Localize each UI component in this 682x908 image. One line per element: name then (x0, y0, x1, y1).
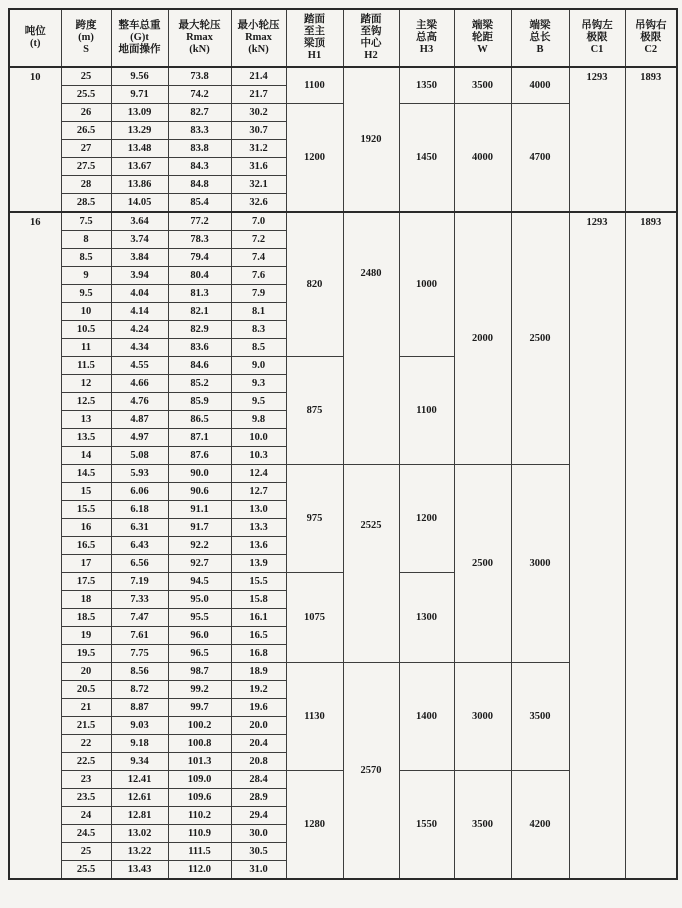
weight-cell: 13.48 (111, 140, 168, 158)
column-header-h3 (399, 9, 454, 67)
tonnage-cell: 10 (9, 67, 61, 212)
rmax-cell: 85.9 (168, 393, 231, 411)
weight-cell: 13.09 (111, 104, 168, 122)
rmax-cell: 83.8 (168, 140, 231, 158)
header-line: 中心 (360, 38, 382, 49)
weight-cell: 8.56 (111, 663, 168, 681)
c1-cell: 1293 (569, 212, 625, 879)
span-cell: 15 (61, 483, 111, 501)
header-line: H3 (419, 44, 434, 55)
span-cell: 21.5 (61, 717, 111, 735)
rmax-cell: 74.2 (168, 86, 231, 104)
header-line: 最小轮压 (237, 20, 280, 31)
header-line: 轮距 (472, 32, 493, 43)
span-cell: 9.5 (61, 285, 111, 303)
span-cell: 25 (61, 67, 111, 86)
span-cell: 19.5 (61, 645, 111, 663)
rmax-cell: 83.6 (168, 339, 231, 357)
span-cell: 25.5 (61, 861, 111, 880)
column-header-tonnage (9, 9, 61, 67)
span-cell: 14 (61, 447, 111, 465)
rmax-cell: 92.7 (168, 555, 231, 573)
span-cell: 8.5 (61, 249, 111, 267)
span-cell: 13.5 (61, 429, 111, 447)
rmin-cell: 12.7 (231, 483, 286, 501)
weight-cell: 12.81 (111, 807, 168, 825)
h2-cell: 2570 (343, 663, 399, 880)
h3-cell: 1400 (399, 663, 454, 771)
h1-cell: 1100 (286, 67, 343, 104)
rmin-cell: 7.2 (231, 231, 286, 249)
span-cell: 23 (61, 771, 111, 789)
weight-cell: 9.71 (111, 86, 168, 104)
h1-cell: 975 (286, 465, 343, 573)
rmin-cell: 31.6 (231, 158, 286, 176)
weight-cell: 9.03 (111, 717, 168, 735)
rmax-cell: 87.6 (168, 447, 231, 465)
spec-table-header (9, 9, 677, 67)
rmin-cell: 16.5 (231, 627, 286, 645)
h1-cell: 1075 (286, 573, 343, 663)
rmin-cell: 19.2 (231, 681, 286, 699)
rmin-cell: 7.4 (231, 249, 286, 267)
h3-cell: 1000 (399, 212, 454, 357)
weight-cell: 7.33 (111, 591, 168, 609)
weight-cell: 3.84 (111, 249, 168, 267)
h3-cell: 1100 (399, 357, 454, 465)
rmax-cell: 90.0 (168, 465, 231, 483)
h3-cell: 1200 (399, 465, 454, 573)
span-cell: 25.5 (61, 86, 111, 104)
rmin-cell: 29.4 (231, 807, 286, 825)
weight-cell: 12.61 (111, 789, 168, 807)
span-cell: 16.5 (61, 537, 111, 555)
column-header-weight (111, 9, 168, 67)
h2-cell: 1920 (343, 67, 399, 212)
b-cell: 3500 (511, 663, 569, 771)
weight-cell: 3.94 (111, 267, 168, 285)
rmax-cell: 110.2 (168, 807, 231, 825)
span-cell: 11 (61, 339, 111, 357)
weight-cell: 9.18 (111, 735, 168, 753)
rmin-cell: 16.8 (231, 645, 286, 663)
rmin-cell: 10.0 (231, 429, 286, 447)
rmin-cell: 28.9 (231, 789, 286, 807)
header-line: 地面操作 (118, 44, 161, 55)
rmin-cell: 15.8 (231, 591, 286, 609)
weight-cell: 13.29 (111, 122, 168, 140)
rmin-cell: 28.4 (231, 771, 286, 789)
rmax-cell: 73.8 (168, 67, 231, 86)
header-line: (G)t (130, 32, 149, 43)
weight-cell: 4.66 (111, 375, 168, 393)
rmax-cell: 87.1 (168, 429, 231, 447)
w-cell: 3000 (454, 663, 511, 771)
b-cell: 3000 (511, 465, 569, 663)
weight-cell: 14.05 (111, 194, 168, 213)
weight-cell: 6.56 (111, 555, 168, 573)
rmax-cell: 82.9 (168, 321, 231, 339)
header-line: 极限 (640, 32, 662, 43)
weight-cell: 3.64 (111, 212, 168, 231)
weight-cell: 8.87 (111, 699, 168, 717)
rmin-cell: 9.5 (231, 393, 286, 411)
rmax-cell: 95.0 (168, 591, 231, 609)
rmax-cell: 85.4 (168, 194, 231, 213)
header-line: C1 (590, 44, 604, 55)
header-row (9, 9, 677, 67)
column-header-h1 (286, 9, 343, 67)
weight-cell: 5.08 (111, 447, 168, 465)
span-cell: 19 (61, 627, 111, 645)
rmax-cell: 84.3 (168, 158, 231, 176)
rmin-cell: 7.6 (231, 267, 286, 285)
weight-cell: 4.34 (111, 339, 168, 357)
header-line: 总高 (416, 32, 437, 43)
h1-cell: 875 (286, 357, 343, 465)
rmin-cell: 12.4 (231, 465, 286, 483)
rmax-cell: 99.2 (168, 681, 231, 699)
rmax-cell: 94.5 (168, 573, 231, 591)
rmax-cell: 101.3 (168, 753, 231, 771)
rmax-cell: 109.0 (168, 771, 231, 789)
rmin-cell: 13.0 (231, 501, 286, 519)
header-line: H1 (307, 50, 322, 61)
span-cell: 22 (61, 735, 111, 753)
rmin-cell: 13.9 (231, 555, 286, 573)
header-line: 吊钩左 (581, 20, 613, 31)
rmin-cell: 31.2 (231, 140, 286, 158)
rmin-cell: 8.1 (231, 303, 286, 321)
w-cell: 2000 (454, 212, 511, 465)
rmax-cell: 91.1 (168, 501, 231, 519)
rmax-cell: 111.5 (168, 843, 231, 861)
span-cell: 20.5 (61, 681, 111, 699)
span-cell: 12.5 (61, 393, 111, 411)
span-cell: 20 (61, 663, 111, 681)
rmax-cell: 100.8 (168, 735, 231, 753)
spec-table-body (9, 67, 677, 879)
column-header-c2 (625, 9, 677, 67)
weight-cell: 4.55 (111, 357, 168, 375)
rmin-cell: 32.1 (231, 176, 286, 194)
span-cell: 22.5 (61, 753, 111, 771)
rmax-cell: 82.7 (168, 104, 231, 122)
rmax-cell: 91.7 (168, 519, 231, 537)
column-header-h2 (343, 9, 399, 67)
span-cell: 8 (61, 231, 111, 249)
b-cell: 4200 (511, 771, 569, 880)
header-line: 端梁 (529, 20, 551, 31)
header-line: S (83, 44, 89, 55)
rmin-cell: 8.3 (231, 321, 286, 339)
rmax-cell: 110.9 (168, 825, 231, 843)
rmin-cell: 21.7 (231, 86, 286, 104)
column-header-w (454, 9, 511, 67)
weight-cell: 13.22 (111, 843, 168, 861)
rmin-cell: 13.6 (231, 537, 286, 555)
header-line: 主梁 (416, 20, 437, 31)
rmax-cell: 99.7 (168, 699, 231, 717)
rmin-cell: 30.5 (231, 843, 286, 861)
weight-cell: 13.02 (111, 825, 168, 843)
rmax-cell: 96.5 (168, 645, 231, 663)
h1-cell: 1130 (286, 663, 343, 771)
header-line: 梁顶 (304, 38, 325, 49)
weight-cell: 4.97 (111, 429, 168, 447)
header-line: 吨位 (24, 26, 46, 37)
rmax-cell: 86.5 (168, 411, 231, 429)
span-cell: 28 (61, 176, 111, 194)
rmin-cell: 31.0 (231, 861, 286, 880)
weight-cell: 9.56 (111, 67, 168, 86)
column-header-span (61, 9, 111, 67)
header-line: (t) (30, 38, 41, 49)
header-line: 至主 (304, 26, 325, 37)
span-cell: 24.5 (61, 825, 111, 843)
rmin-cell: 20.4 (231, 735, 286, 753)
column-header-rmax (168, 9, 231, 67)
span-cell: 15.5 (61, 501, 111, 519)
table-row (9, 67, 677, 86)
header-line: 整车总重 (118, 20, 161, 31)
rmin-cell: 10.3 (231, 447, 286, 465)
weight-cell: 3.74 (111, 231, 168, 249)
header-line: 跨度 (75, 20, 97, 31)
span-cell: 12 (61, 375, 111, 393)
span-cell: 17.5 (61, 573, 111, 591)
rmax-cell: 98.7 (168, 663, 231, 681)
h1-cell: 1280 (286, 771, 343, 880)
weight-cell: 4.04 (111, 285, 168, 303)
rmax-cell: 78.3 (168, 231, 231, 249)
weight-cell: 7.47 (111, 609, 168, 627)
span-cell: 13 (61, 411, 111, 429)
w-cell: 4000 (454, 104, 511, 213)
weight-cell: 4.14 (111, 303, 168, 321)
c2-cell: 1893 (625, 67, 677, 212)
weight-cell: 8.72 (111, 681, 168, 699)
tonnage-cell: 16 (9, 212, 61, 879)
rmin-cell: 30.0 (231, 825, 286, 843)
header-line: 吊钩右 (635, 20, 667, 31)
header-line: 最大轮压 (178, 20, 221, 31)
weight-cell: 7.61 (111, 627, 168, 645)
rmax-cell: 84.6 (168, 357, 231, 375)
weight-cell: 13.67 (111, 158, 168, 176)
h2-cell: 2480 (343, 212, 399, 465)
rmin-cell: 20.8 (231, 753, 286, 771)
rmax-cell: 90.6 (168, 483, 231, 501)
h1-cell: 1200 (286, 104, 343, 213)
rmin-cell: 7.0 (231, 212, 286, 231)
rmin-cell: 9.8 (231, 411, 286, 429)
spec-table (8, 8, 678, 880)
rmin-cell: 13.3 (231, 519, 286, 537)
span-cell: 14.5 (61, 465, 111, 483)
rmax-cell: 84.8 (168, 176, 231, 194)
weight-cell: 9.34 (111, 753, 168, 771)
span-cell: 18.5 (61, 609, 111, 627)
rmax-cell: 112.0 (168, 861, 231, 880)
w-cell: 3500 (454, 771, 511, 880)
column-header-b (511, 9, 569, 67)
header-line: Rmax (186, 32, 213, 43)
h3-cell: 1300 (399, 573, 454, 663)
header-line: 端梁 (472, 20, 493, 31)
rmax-cell: 80.4 (168, 267, 231, 285)
header-line: (kN) (189, 44, 210, 55)
header-line: 至钩 (360, 26, 382, 37)
rmin-cell: 7.9 (231, 285, 286, 303)
rmax-cell: 96.0 (168, 627, 231, 645)
weight-cell: 6.31 (111, 519, 168, 537)
h1-cell: 820 (286, 212, 343, 357)
table-row (9, 212, 677, 231)
b-cell: 2500 (511, 212, 569, 465)
rmax-cell: 81.3 (168, 285, 231, 303)
rmax-cell: 95.5 (168, 609, 231, 627)
b-cell: 4700 (511, 104, 569, 213)
span-cell: 27 (61, 140, 111, 158)
c1-cell: 1293 (569, 67, 625, 212)
rmax-cell: 100.2 (168, 717, 231, 735)
rmax-cell: 83.3 (168, 122, 231, 140)
span-cell: 24 (61, 807, 111, 825)
rmin-cell: 21.4 (231, 67, 286, 86)
span-cell: 9 (61, 267, 111, 285)
weight-cell: 7.75 (111, 645, 168, 663)
rmin-cell: 9.0 (231, 357, 286, 375)
header-line: 极限 (586, 32, 608, 43)
header-line: C2 (644, 44, 658, 55)
rmin-cell: 19.6 (231, 699, 286, 717)
rmin-cell: 18.9 (231, 663, 286, 681)
header-line: B (536, 44, 544, 55)
rmin-cell: 15.5 (231, 573, 286, 591)
rmin-cell: 32.6 (231, 194, 286, 213)
rmin-cell: 30.7 (231, 122, 286, 140)
weight-cell: 6.43 (111, 537, 168, 555)
h3-cell: 1350 (399, 67, 454, 104)
span-cell: 21 (61, 699, 111, 717)
w-cell: 2500 (454, 465, 511, 663)
weight-cell: 4.76 (111, 393, 168, 411)
header-line: Rmax (245, 32, 272, 43)
rmin-cell: 8.5 (231, 339, 286, 357)
header-line: H2 (364, 50, 378, 61)
header-line: 总长 (529, 32, 551, 43)
span-cell: 10 (61, 303, 111, 321)
h2-cell: 2525 (343, 465, 399, 663)
rmin-cell: 16.1 (231, 609, 286, 627)
weight-cell: 4.87 (111, 411, 168, 429)
span-cell: 17 (61, 555, 111, 573)
span-cell: 11.5 (61, 357, 111, 375)
span-cell: 10.5 (61, 321, 111, 339)
header-line: (kN) (248, 44, 269, 55)
weight-cell: 12.41 (111, 771, 168, 789)
span-cell: 23.5 (61, 789, 111, 807)
span-cell: 26 (61, 104, 111, 122)
weight-cell: 6.18 (111, 501, 168, 519)
weight-cell: 7.19 (111, 573, 168, 591)
header-line: (m) (78, 32, 94, 43)
weight-cell: 5.93 (111, 465, 168, 483)
rmax-cell: 92.2 (168, 537, 231, 555)
c2-cell: 1893 (625, 212, 677, 879)
header-line: 踏面 (304, 14, 325, 25)
weight-cell: 4.24 (111, 321, 168, 339)
b-cell: 4000 (511, 67, 569, 104)
rmax-cell: 82.1 (168, 303, 231, 321)
rmin-cell: 20.0 (231, 717, 286, 735)
rmax-cell: 77.2 (168, 212, 231, 231)
w-cell: 3500 (454, 67, 511, 104)
weight-cell: 13.43 (111, 861, 168, 880)
span-cell: 18 (61, 591, 111, 609)
span-cell: 27.5 (61, 158, 111, 176)
rmax-cell: 109.6 (168, 789, 231, 807)
rmax-cell: 79.4 (168, 249, 231, 267)
rmax-cell: 85.2 (168, 375, 231, 393)
span-cell: 26.5 (61, 122, 111, 140)
column-header-rmin (231, 9, 286, 67)
span-cell: 25 (61, 843, 111, 861)
rmin-cell: 9.3 (231, 375, 286, 393)
weight-cell: 13.86 (111, 176, 168, 194)
span-cell: 7.5 (61, 212, 111, 231)
h3-cell: 1450 (399, 104, 454, 213)
header-line: W (477, 44, 488, 55)
weight-cell: 6.06 (111, 483, 168, 501)
header-line: 踏面 (360, 14, 382, 25)
rmin-cell: 30.2 (231, 104, 286, 122)
h3-cell: 1550 (399, 771, 454, 880)
span-cell: 28.5 (61, 194, 111, 213)
column-header-c1 (569, 9, 625, 67)
span-cell: 16 (61, 519, 111, 537)
